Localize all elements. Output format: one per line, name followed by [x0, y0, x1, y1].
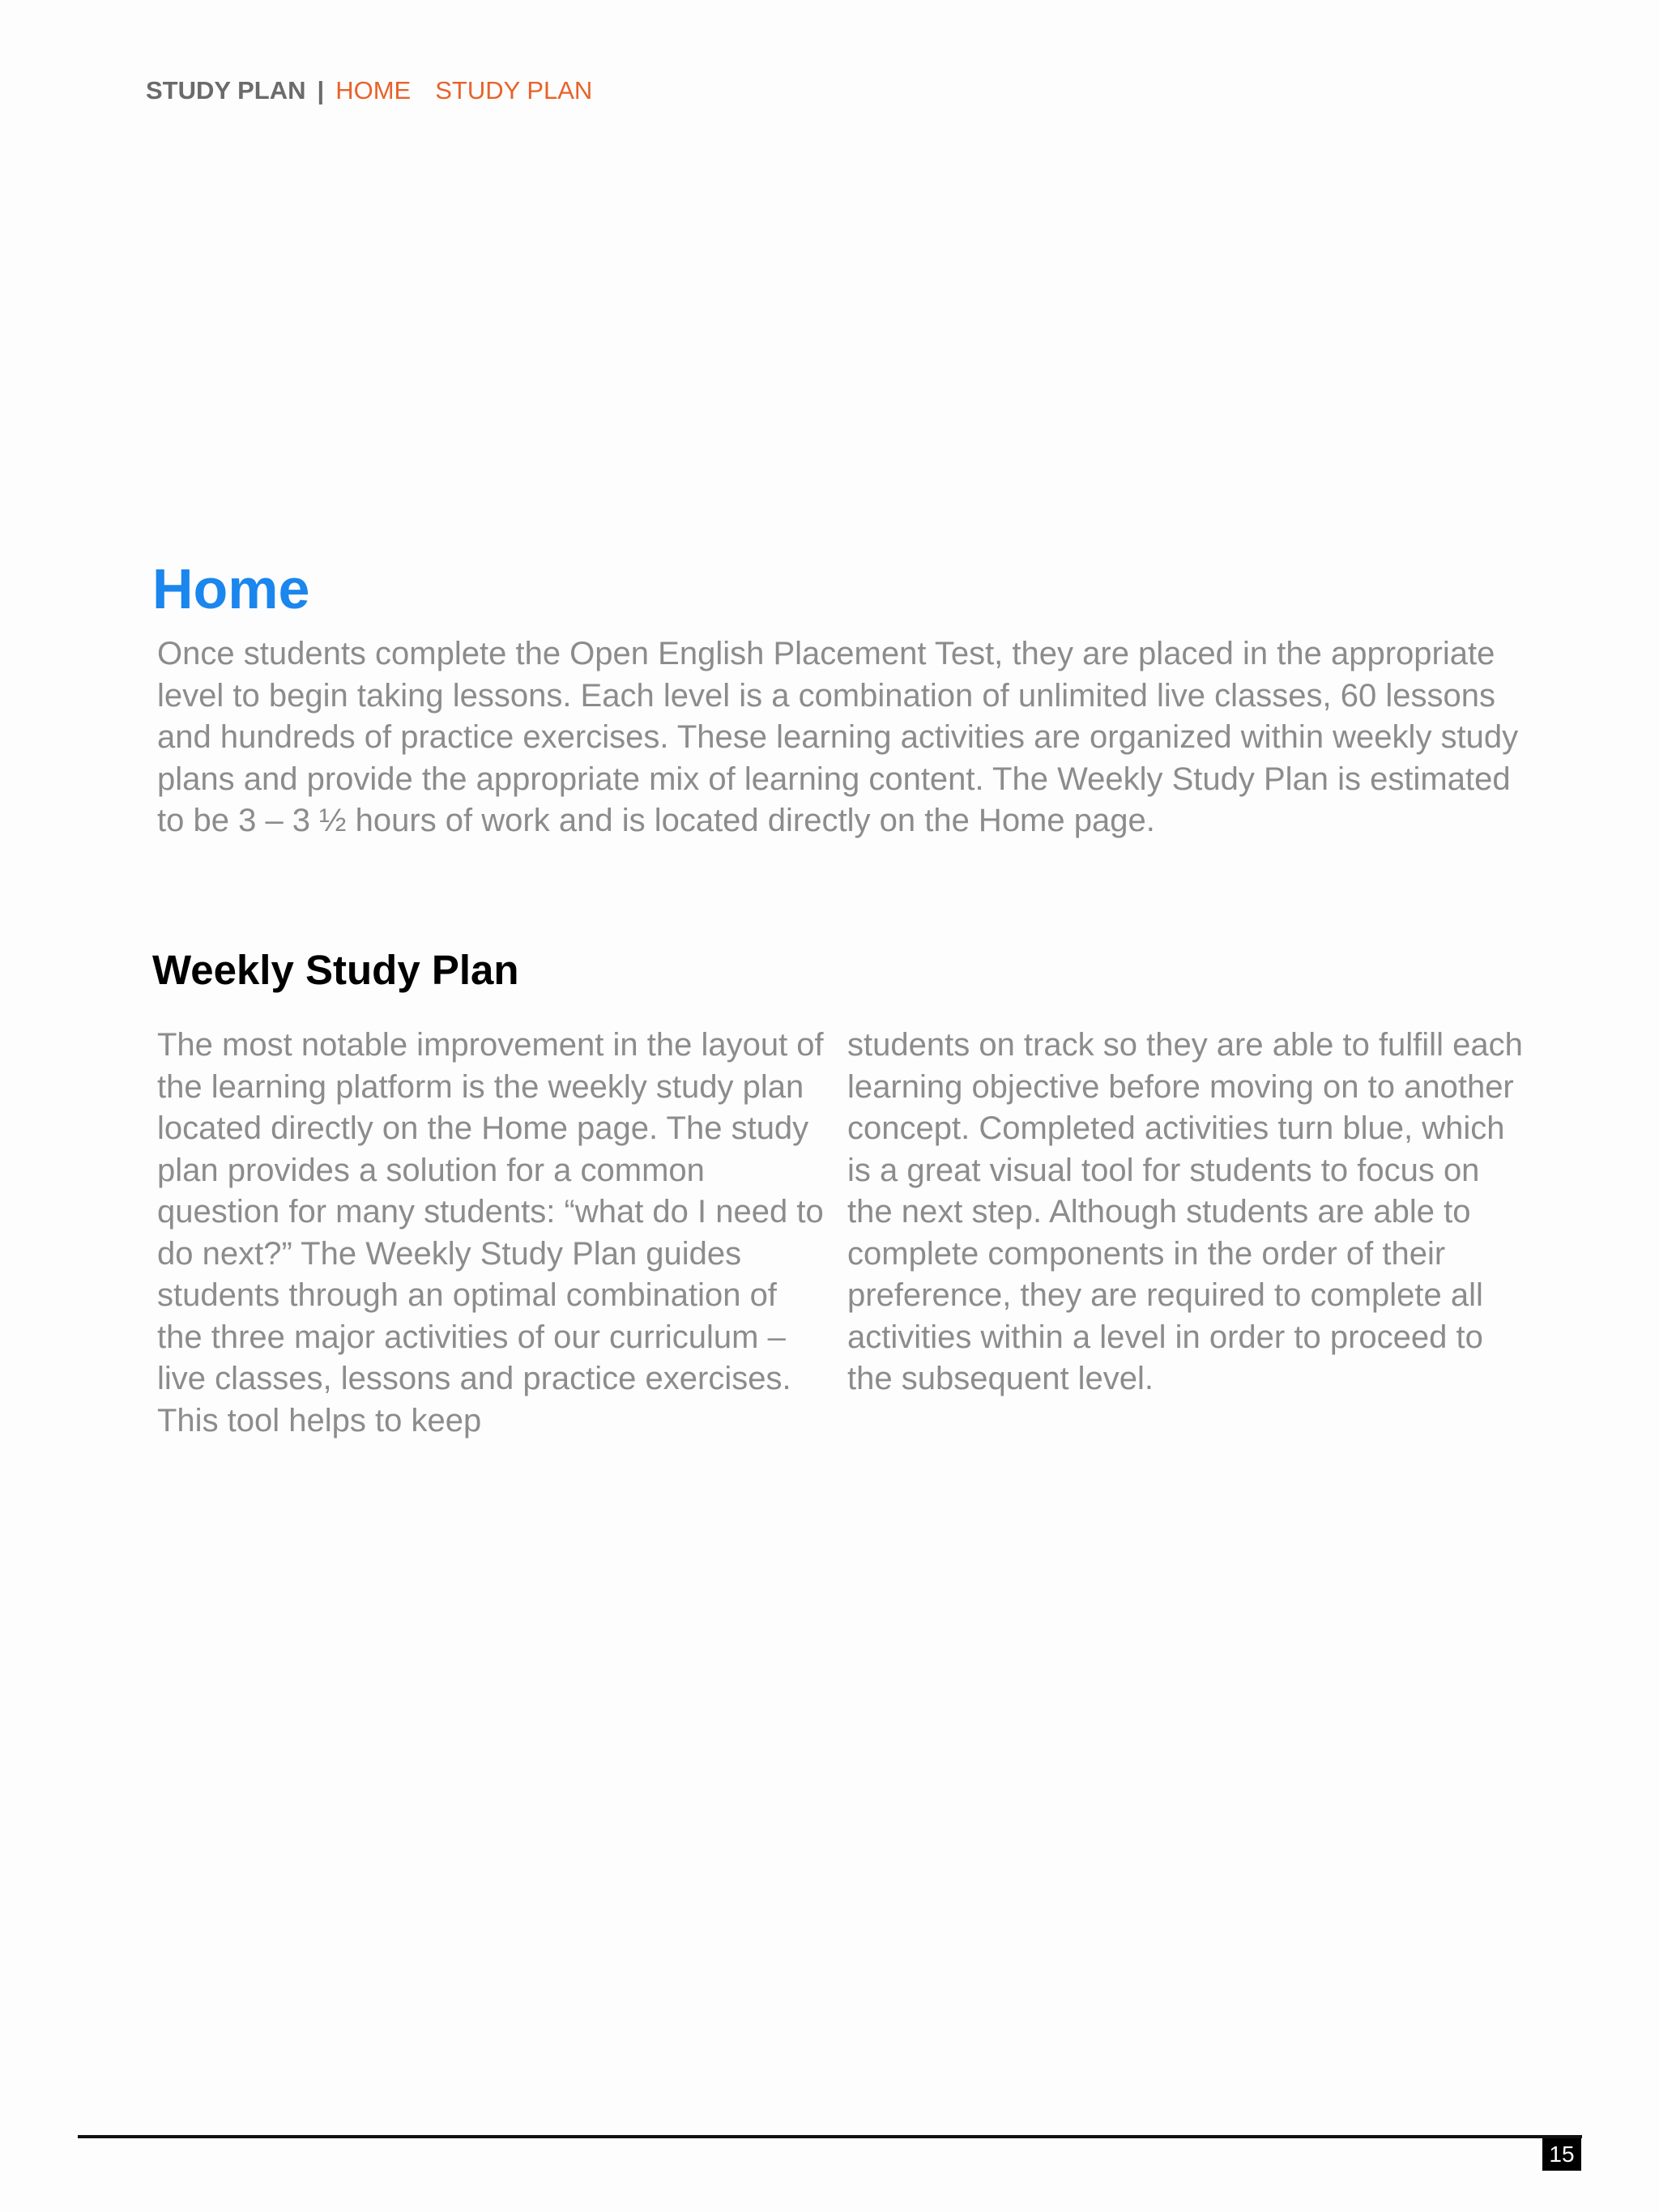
page-number: 15 [1542, 2138, 1581, 2171]
intro-paragraph: Once students complete the Open English Placement Test, they are placed in the appropriate level to begin taking lessons. Each level is a combination of unlimited live classes, 60 lessons and hundreds of practice exercises. These learning activities are organized within weekly study plans and provide the appropriate mix of learning content. The Weekly Study Plan is estimated to be 3 – 3 ½ hours of work and is located directly on the Home page. [157, 636, 1519, 838]
header-section-label: STUDY PLAN [146, 76, 306, 104]
breadcrumb-home: HOME [335, 76, 412, 104]
header-separator: | [317, 76, 325, 104]
section-heading: Weekly Study Plan [152, 947, 519, 993]
page-title: Home [152, 557, 310, 620]
body-column-right: students on track so they are able to fulfill each learning objective before moving on to another concept. Completed activities turn blue, which is a great visual tool for students to focus on the next step. Although students are able to complete components in the order of their preference, they are required to complete all activities within a level in order to proceed to the subsequent level. [847, 1027, 1523, 1396]
body-column-left: The most notable improvement in the layout of the learning platform is the weekly study plan located directly on the Home page. The study plan provides a solution for a common question for many students: “what do I need to do next?” The Weekly Study Plan guides students through an optimal combination of the three major activities of our curriculum – live classes, lessons and practice exercises. This tool helps to keep [157, 1027, 824, 1438]
breadcrumb-study-plan: STUDY PLAN [435, 76, 593, 104]
running-header [146, 75, 592, 107]
footer-divider [78, 2135, 1582, 2138]
